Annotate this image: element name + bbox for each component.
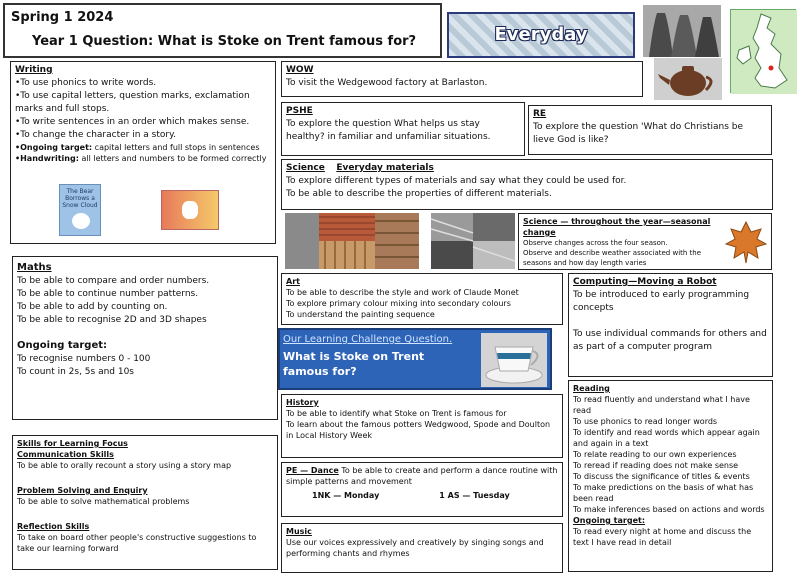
- pe-heading: PE — Dance: [286, 466, 339, 475]
- reading-item: To make predictions on the basis of what has been read: [573, 483, 754, 503]
- autumn-leaf-icon: [725, 220, 767, 268]
- topic-banner-title: Everyday: [494, 24, 588, 45]
- skills-section-title: Reflection Skills: [17, 522, 90, 531]
- computing-heading: Computing—Moving a Robot: [573, 277, 717, 287]
- pe-class-1: 1NK — Monday: [312, 491, 380, 500]
- history-item: To be able to identify what Stoke on Trent is famous for: [286, 409, 507, 418]
- writing-item: •To use phonics to write words.: [15, 78, 157, 88]
- wow-heading: WOW: [286, 65, 314, 75]
- book-cover-image: [59, 184, 101, 236]
- handwriting-text: all letters and numbers to be formed correctly: [78, 154, 267, 163]
- science-subheading: Everyday materials: [336, 163, 434, 173]
- art-item: To explore primary colour mixing into secondary colours: [286, 299, 511, 308]
- writing-ongoing-label: •Ongoing target:: [15, 143, 93, 152]
- writing-item: •To change the character in a story.: [15, 130, 176, 140]
- art-item: To be able to describe the style and work of Claude Monet: [286, 288, 519, 297]
- writing-item: •To write sentences in an order which makes sense.: [15, 117, 250, 127]
- maths-ongoing-heading: Ongoing target:: [17, 340, 108, 351]
- computing-item: To use individual commands for others and as part of a computer program: [573, 329, 767, 352]
- pshe-heading: PSHE: [286, 106, 313, 116]
- maths-item: To be able to compare and order numbers.: [17, 276, 210, 286]
- teacup-photo: [481, 333, 547, 387]
- re-panel: [528, 105, 772, 155]
- seasonal-item: Observe changes across the four season.: [523, 239, 668, 247]
- re-text: To explore the question 'What do Christians be lieve God is like?: [533, 122, 744, 145]
- reading-panel: [568, 380, 773, 572]
- art-heading: Art: [286, 277, 300, 286]
- music-heading: Music: [286, 527, 312, 536]
- term-title: Spring 1 2024: [11, 10, 114, 25]
- reading-item: To discuss the significance of titles & events: [573, 472, 750, 481]
- writing-panel: [10, 61, 276, 244]
- computing-panel: [568, 273, 773, 377]
- seasonal-item: Observe and describe weather associated with the seasons and how day length varies: [523, 249, 702, 267]
- art-panel: [281, 273, 563, 325]
- skills-section-title: Communication Skills: [17, 450, 114, 459]
- skills-section-text: To be able to solve mathematical problems: [17, 497, 190, 506]
- uk-map-image: [730, 9, 796, 93]
- skills-panel: [12, 435, 278, 570]
- learning-challenge-panel: [278, 328, 552, 390]
- teapot-photo: [654, 58, 722, 100]
- science-heading: Science: [286, 163, 325, 173]
- pe-panel: [281, 462, 563, 517]
- wow-text: To visit the Wedgewood factory at Barlaston.: [286, 78, 488, 88]
- maths-heading: Maths: [17, 262, 52, 273]
- pshe-panel: [281, 102, 525, 156]
- history-heading: History: [286, 398, 319, 407]
- reading-heading: Reading: [573, 384, 610, 393]
- reading-item: To reread if reading does not make sense: [573, 461, 739, 470]
- learning-challenge-heading: Our Learning Challenge Question.: [283, 334, 453, 345]
- science-panel: [281, 159, 773, 210]
- pe-text: To be able to create and perform a dance routine with simple patterns and movement: [286, 466, 558, 486]
- title-panel: [3, 3, 442, 58]
- music-text: Use our voices expressively and creatively by singing songs and performing chants and rhymes: [286, 538, 544, 558]
- skills-section-text: To be able to orally recount a story using a story map: [17, 461, 232, 470]
- reading-item: To relate reading to our own experiences: [573, 450, 737, 459]
- reading-ongoing-text: To read every night at home and discuss the text I have read in detail: [573, 527, 752, 547]
- skills-heading: Skills for Learning Focus: [17, 439, 128, 448]
- maths-ongoing-item: To count in 2s, 5s and 10s: [17, 367, 134, 377]
- reading-item: To use phonics to read longer words: [573, 417, 718, 426]
- skills-section-title: Problem Solving and Enquiry: [17, 486, 148, 495]
- materials-photos: [285, 213, 515, 269]
- science-item: To be able to describe the properties of different materials.: [286, 189, 552, 199]
- reading-item: To read fluently and understand what I have read: [573, 395, 750, 415]
- computing-item: To be introduced to early programming concepts: [573, 290, 750, 313]
- history-item: To learn about the famous potters Wedgwood, Spode and Doulton in Local History Week: [286, 420, 551, 440]
- pe-class-2: 1 AS — Tuesday: [439, 491, 510, 500]
- reading-ongoing-heading: Ongoing target:: [573, 516, 646, 525]
- topic-banner: [447, 12, 635, 58]
- music-panel: [281, 523, 563, 573]
- writing-item: •To use capital letters, question marks, exclamation marks and full stops.: [15, 91, 250, 114]
- story-illustration-image: [161, 190, 219, 230]
- seasonal-science-panel: [518, 213, 772, 270]
- pshe-text: To explore the question What helps us stay healthy? in familiar and unfamiliar situations.: [286, 119, 491, 142]
- reading-item: To make inferences based on actions and words: [573, 505, 765, 514]
- wow-panel: [281, 61, 643, 97]
- skills-section-text: To take on board other people's constructive suggestions to take our learning forward: [17, 533, 257, 553]
- year-question: Year 1 Question: What is Stoke on Trent famous for?: [32, 34, 417, 49]
- science-item: To explore different types of materials and say what they could be used for.: [286, 176, 627, 186]
- maths-ongoing-item: To recognise numbers 0 - 100: [17, 354, 151, 364]
- reading-item: To identify and read words which appear again and again in a text: [573, 428, 760, 448]
- writing-heading: Writing: [15, 65, 53, 75]
- seasonal-science-heading: Science — throughout the year—seasonal change: [523, 217, 711, 237]
- maths-panel: [12, 256, 278, 420]
- writing-ongoing-text: capital letters and full stops in sentences: [92, 143, 260, 152]
- art-item: To understand the painting sequence: [286, 310, 435, 319]
- maths-item: To be able to recognise 2D and 3D shapes: [17, 315, 207, 325]
- handwriting-label: •Handwriting:: [15, 154, 79, 163]
- maths-item: To be able to continue number patterns.: [17, 289, 199, 299]
- history-panel: [281, 394, 563, 458]
- re-heading: RE: [533, 109, 547, 119]
- maths-item: To be able to add by counting on.: [17, 302, 168, 312]
- book-cover-title: The Bear Borrows a Snow Cloud: [62, 188, 98, 209]
- bottle-kilns-photo: [643, 5, 721, 57]
- learning-challenge-question: What is Stoke on Trent famous for?: [283, 350, 425, 378]
